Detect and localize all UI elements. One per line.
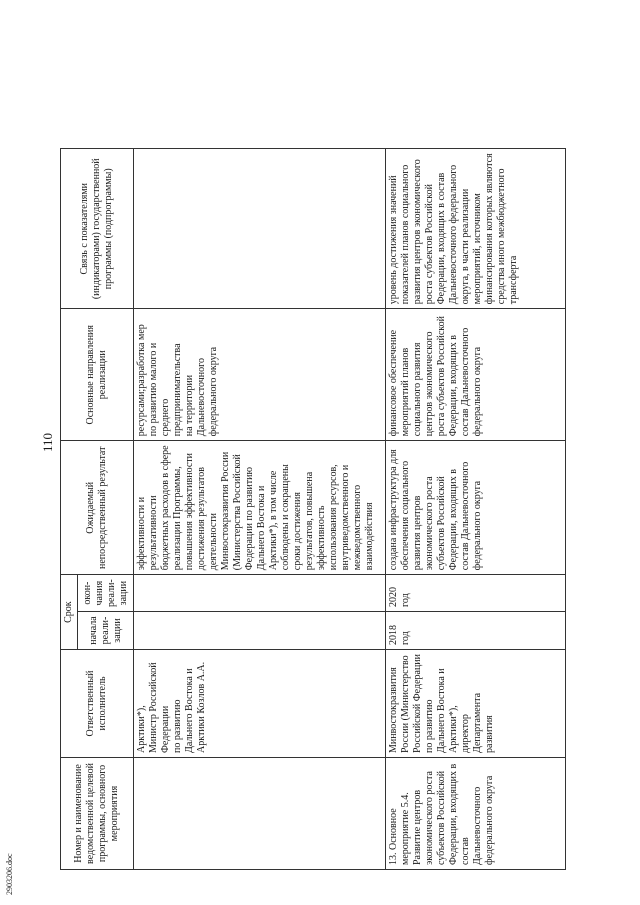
- row-result: создана инфраструктура для обеспечения социального развития центров экономического роста субъектов Российской Федерации, входящих в состав Дальневосточного федерального округа: [386, 441, 566, 575]
- row-end: 2020 год: [386, 575, 566, 612]
- row-directions: ресурсами;разработка мер по развитию малого и среднего предпринимательства на территории Дальневосточного федерального округа: [134, 309, 386, 441]
- row-name: Основное мероприятие 5.4. Развитие центров экономического роста субъектов Российской Федерации, входящих в состав Дальневосточного федерального округа: [388, 763, 495, 865]
- header-responsible: Ответственный исполнитель: [61, 650, 134, 758]
- header-number: Номер и наименование ведомственной целевой программы, основного мероприятия: [61, 758, 134, 870]
- header-term-end: окон-чания реали-зации: [78, 575, 134, 612]
- row-start: 2018 год: [386, 612, 566, 650]
- row-number: 13.: [388, 852, 399, 865]
- header-term: Срок: [61, 575, 78, 650]
- row-number-name: [386, 758, 566, 870]
- page-number: 110: [40, 432, 55, 452]
- header-result: Ожидаемый непосредственный результат: [61, 441, 134, 575]
- header-link: Связь с показателями (индикаторами) государственной программы (подпрограммы): [61, 149, 134, 309]
- row-link: уровень достижения значений показателей планов социального развития центров экономического роста субъектов Российской Федерации, входящих в состав Дальневосточного федерального округа, в части реализации мероприятий, источником финансирования которых являются средства иного межбюджетного трансферта: [386, 149, 566, 309]
- header-directions: Основные направления реализации: [61, 309, 134, 441]
- program-table: [60, 148, 566, 870]
- header-term-start: начала реали-зации: [78, 612, 134, 650]
- row-result: эффективности и результативности бюджетных расходов в сфере реализации Программы, повышения эффективности достижения результатов деятельности Минвостокразвития России (Министерства Российской Федерации по развитию Дальнего Востока и Арктики*), в том числе соблюдены и сокращены сроки достижения результатов, повышена эффективность использования ресурсов, внутриведомственного и межведомственного взаимодействия: [134, 441, 386, 575]
- table-row: [134, 149, 386, 870]
- row-name: [134, 758, 386, 870]
- row-responsible: Минвостокразвития России (Министерство Российской Федерации по развитию Дальнего Востока и Арктики*), директор Департамента развития: [386, 650, 566, 758]
- row-link: [134, 149, 386, 309]
- row-directions: финансовое обеспечение мероприятий планов социального развития центров экономического роста субъектов Российской Федерации, входящих в состав Дальневосточного федерального округа: [386, 309, 566, 441]
- row-responsible: Арктики*), Министр Российской Федерации по развитию Дальнего Востока и Арктики Козлов А.А.: [134, 650, 386, 758]
- table-row: [386, 149, 566, 870]
- footer-filename: 2903206.doc: [5, 853, 14, 895]
- row-end: [134, 575, 386, 612]
- row-start: [134, 612, 386, 650]
